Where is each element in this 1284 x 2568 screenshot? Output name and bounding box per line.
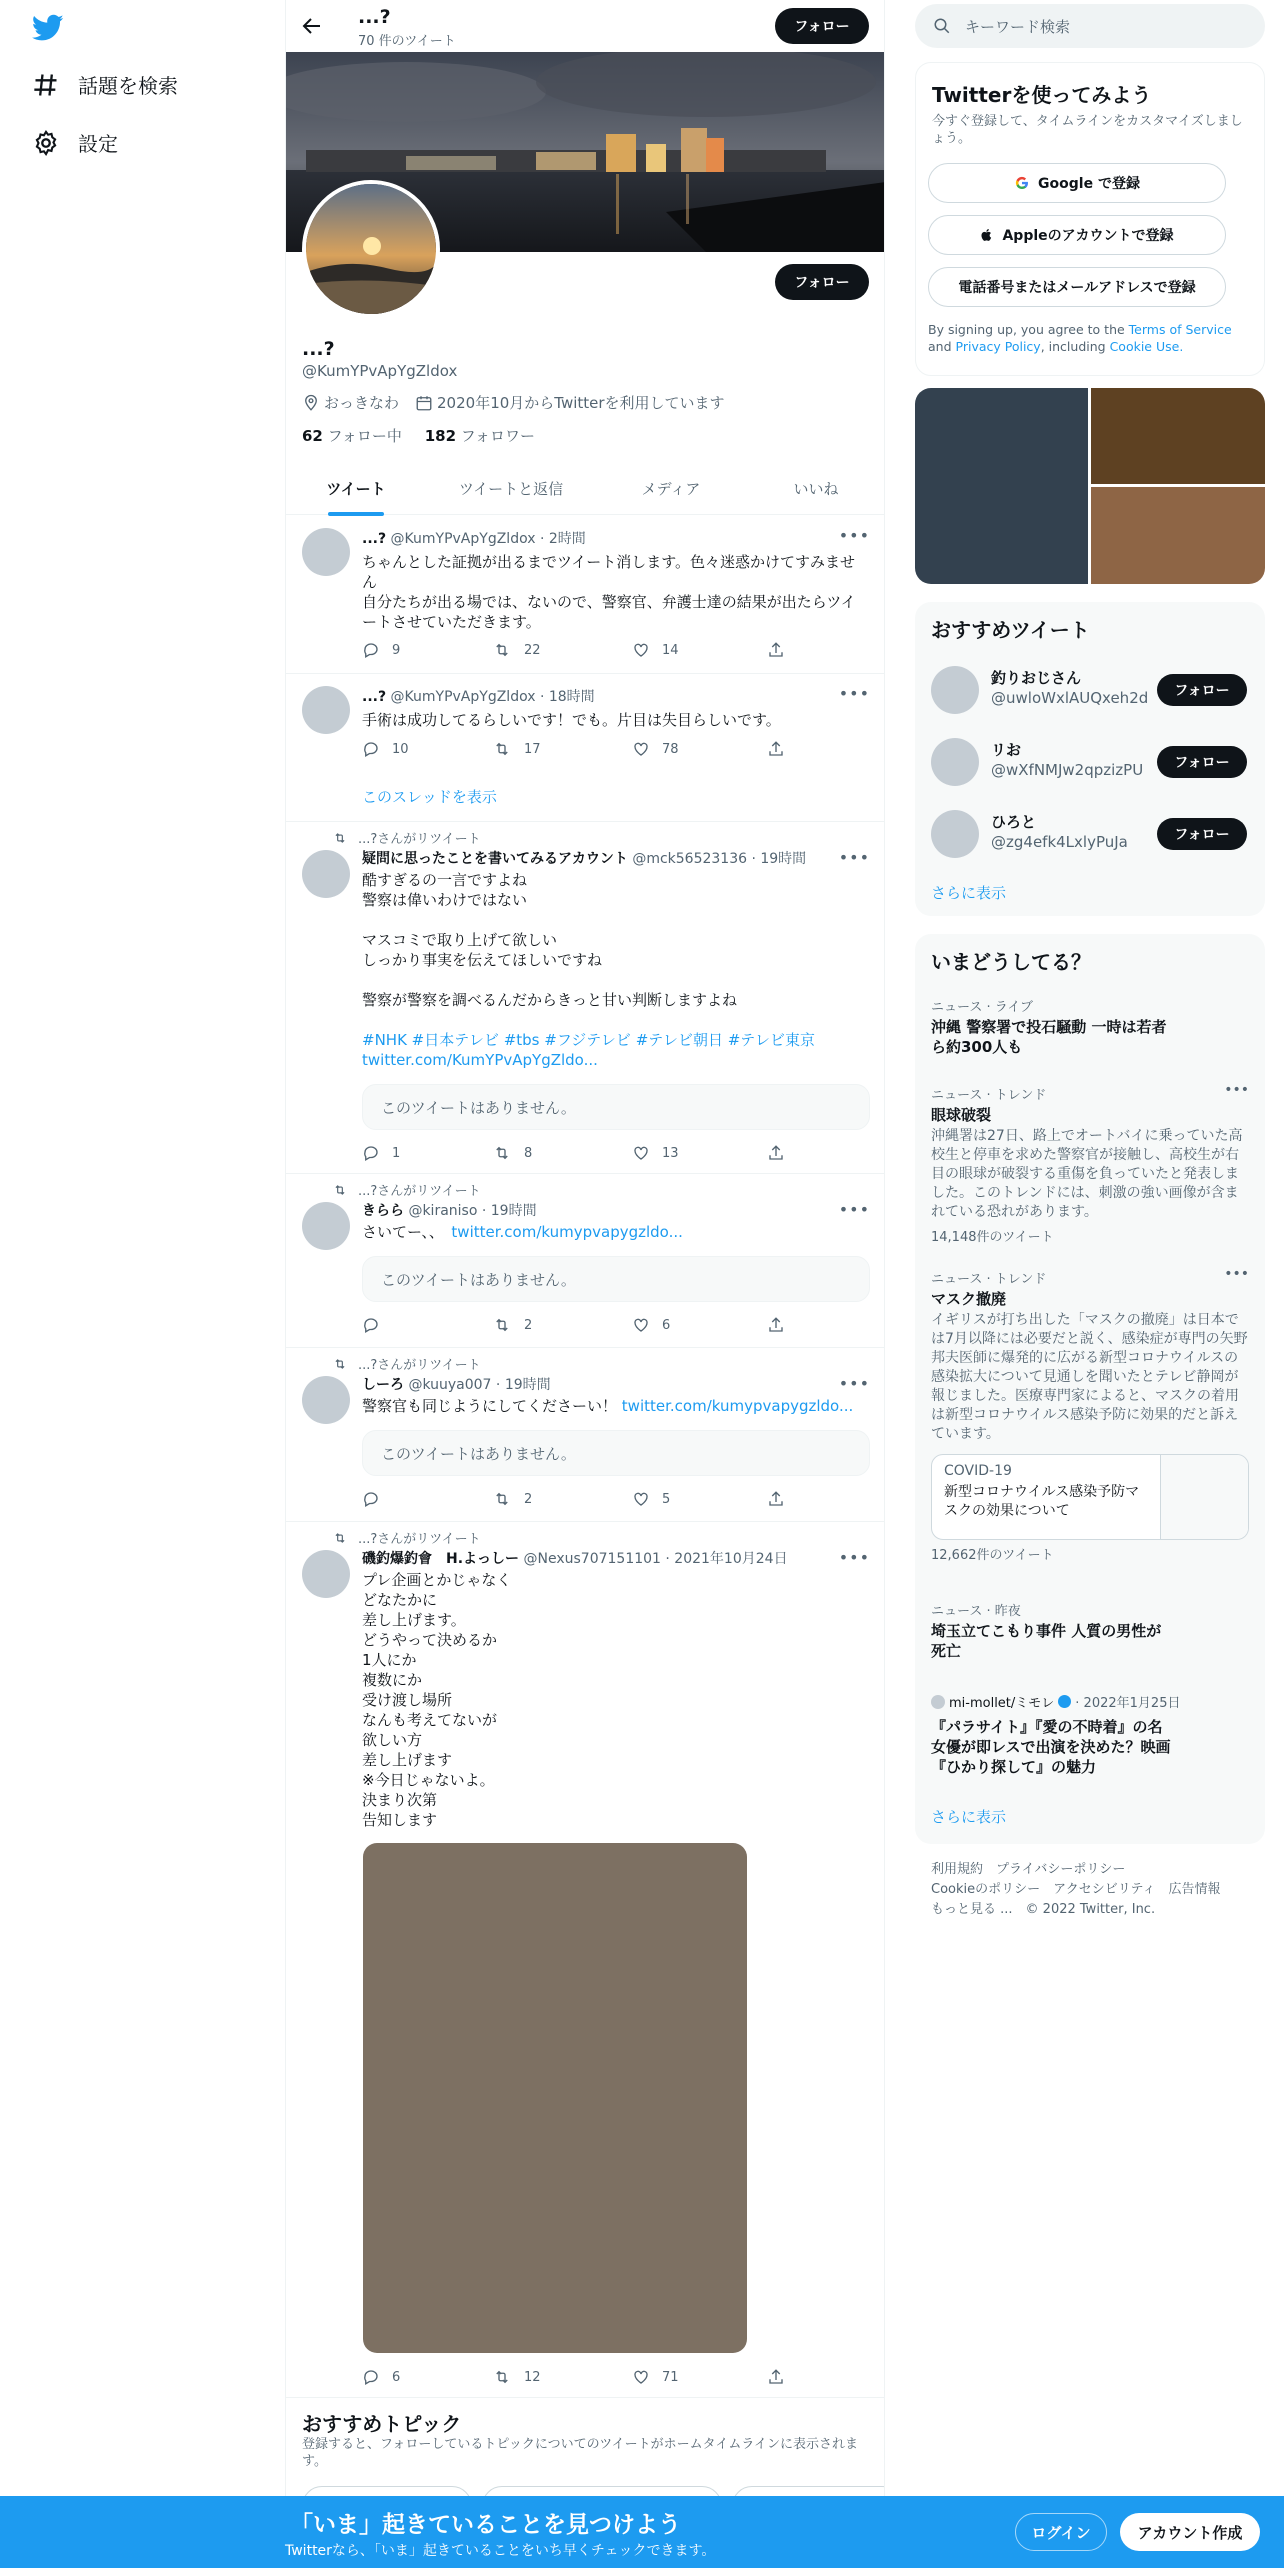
retweet-button[interactable]: 2	[492, 1316, 532, 1334]
tweet-hashtags[interactable]: #NHK #日本テレビ #tbs #フジテレビ #テレビ朝日 #テレビ東京	[362, 1031, 816, 1049]
share-icon	[767, 1144, 785, 1162]
tweet[interactable]	[286, 1348, 885, 1522]
retweet-button[interactable]: 8	[492, 1144, 532, 1162]
tweet-text: 警察官も同じようにしてくださーい！ twitter.com/kumypvapygzldo...	[362, 1397, 854, 1415]
heart-icon	[632, 641, 650, 659]
tweet-media-image[interactable]	[363, 1843, 747, 2353]
profile-follow-stats	[302, 425, 535, 446]
tweet-actions	[362, 1316, 792, 1336]
reply-icon	[362, 1490, 380, 1508]
tweet-text: 酷すぎるの一言ですよね 警察は偉いわけではない マスコミで取り上げて欲しい しっかり事実を伝えてほしいですね 警察が警察を調べるんだからきっと甘い判断しますよね	[362, 871, 738, 1009]
tweet-link[interactable]: twitter.com/kumypvapygzldo...	[451, 1223, 683, 1241]
reply-button[interactable]: 6	[362, 2368, 400, 2386]
tweet-header: 磯釣爆釣會 H.よっしー @Nexus707151101 · 2021年10月24日	[362, 1551, 788, 1567]
avatar[interactable]	[931, 738, 979, 786]
share-button[interactable]	[767, 1490, 797, 1508]
profile-name: ...?	[302, 338, 335, 360]
footer-link[interactable]: プライバシーポリシー	[996, 1862, 1126, 1877]
like-button[interactable]: 6	[632, 1316, 670, 1334]
tab-media[interactable]: メディア	[641, 480, 701, 498]
share-button[interactable]	[767, 1144, 797, 1162]
like-button[interactable]: 78	[632, 740, 679, 758]
trend-card-preview[interactable]: COVID-19 新型コロナウイルス感染予防マスクの効果について	[931, 1454, 1249, 1540]
share-icon	[767, 740, 785, 758]
reply-button[interactable]: 9	[362, 641, 400, 659]
retweet-icon	[492, 1490, 512, 1508]
tweet-avatar[interactable]	[302, 850, 350, 898]
like-button[interactable]: 71	[632, 2368, 679, 2386]
profile-header-bar	[286, 0, 885, 52]
topics-description: 登録すると、フォローしているトピックについてのツイートがホームタイムラインに表示されます。	[302, 2437, 859, 2469]
profile-media-grid[interactable]	[915, 388, 1265, 584]
footer-links	[931, 1898, 1155, 1917]
recommend-user[interactable]: ひろと @zg4efk4LxlyPuJa フォロー	[931, 798, 1249, 870]
reply-icon	[362, 1144, 380, 1162]
phone-email-signup-button[interactable]: 電話番号またはメールアドレスで登録	[928, 267, 1226, 307]
tweet-avatar[interactable]	[302, 1376, 350, 1424]
share-button[interactable]	[767, 641, 797, 659]
tab-tweets[interactable]: ツイート	[326, 480, 386, 498]
media-thumb[interactable]	[1091, 487, 1265, 584]
hashtag-icon	[32, 71, 60, 99]
retweet-label: ...?さんがリツイート	[332, 1180, 481, 1199]
trends-card	[915, 934, 1265, 1844]
retweet-icon	[332, 831, 348, 845]
following-link[interactable]: 62 フォロー中	[302, 427, 402, 445]
trend-item[interactable]: ニュース · トレンド 眼球破裂 沖縄署は27日、路上でオートバイに乗っていた高校生と停車を求めた警察官が接触し、高校生が右目の眼球が破裂する重傷を負っていたと発表しました。このトレンドには、刺激の強い画像が含まれている恐れがあります。 14,148件のツイート •••	[931, 1082, 1249, 1245]
share-icon	[767, 1490, 785, 1508]
tweet-link[interactable]: twitter.com/KumYPvApYgZldo...	[362, 1051, 598, 1069]
avatar[interactable]	[931, 666, 979, 714]
gear-icon	[32, 129, 60, 157]
profile-follow-button[interactable]: フォロー	[775, 264, 869, 300]
like-button[interactable]: 5	[632, 1490, 670, 1508]
google-icon	[1014, 175, 1030, 191]
tweet[interactable]	[286, 674, 885, 822]
recommend-card	[915, 602, 1265, 916]
tweet-avatar[interactable]	[302, 1550, 350, 1598]
tweet-actions	[362, 740, 792, 760]
reply-icon	[362, 740, 380, 758]
retweet-button[interactable]: 22	[492, 641, 541, 659]
tweet-avatar[interactable]	[302, 686, 350, 734]
search-icon	[933, 17, 951, 35]
bottom-bar-title: 「いま」起きていることを見つけよう	[290, 2512, 681, 2538]
trends-title: いまどうしてる？	[931, 950, 1091, 974]
source-avatar	[931, 1695, 945, 1709]
heart-icon	[632, 1144, 650, 1162]
tweet-header: ...? @KumYPvApYgZldox · 2時間	[362, 531, 586, 547]
tweet-actions	[362, 1144, 792, 1164]
more-icon[interactable]: •••	[1224, 1266, 1249, 1282]
tab-likes[interactable]: いいね	[793, 480, 839, 498]
privacy-link[interactable]: Privacy Policy	[955, 339, 1041, 354]
twitter-logo-icon[interactable]	[32, 14, 64, 46]
followers-link[interactable]: 182 フォロワー	[424, 427, 536, 445]
calendar-icon	[415, 394, 433, 412]
tweet-header: 疑問に思ったことを書いてみるアカウント @mck56523136 · 19時間	[362, 851, 807, 867]
avatar[interactable]	[931, 810, 979, 858]
more-icon[interactable]: •••	[838, 848, 870, 867]
retweet-icon	[492, 1144, 512, 1162]
copyright: © 2022 Twitter, Inc.	[1025, 1902, 1156, 1917]
retweet-icon	[332, 1357, 348, 1371]
tweet-header: きらら @kiraniso · 19時間	[362, 1203, 537, 1219]
retweet-button[interactable]: 17	[492, 740, 541, 758]
footer-link[interactable]: 広告情報	[1168, 1882, 1221, 1897]
retweet-icon	[332, 1531, 348, 1545]
footer-links	[931, 1878, 1220, 1897]
signup-terms: By signing up, you agree to the Terms of Service and Privacy Policy, including Cookie Use.	[928, 322, 1232, 354]
tweet[interactable]	[286, 1522, 885, 2398]
share-button[interactable]	[767, 1316, 797, 1334]
profile-location: おっきなわ	[324, 394, 400, 412]
back-arrow-icon[interactable]	[300, 14, 324, 38]
tweet-text: ちゃんとした証拠が出るまでツイート消します。色々迷惑かけてすみません 自分たちが出る場では、ないので、警察官、弁護士達の結果が出たらツイートさせていただきます。	[362, 553, 856, 631]
terms-link[interactable]: Terms of Service	[1128, 322, 1232, 337]
recommend-user[interactable]: 釣りおじさん @uwloWxlAUQxeh2d フォロー	[931, 654, 1249, 726]
nav-explore[interactable]	[32, 70, 178, 99]
footer-link[interactable]: Cookieのポリシー	[931, 1882, 1041, 1897]
topics-title: おすすめトピック	[302, 2412, 462, 2436]
retweet-icon	[492, 740, 512, 758]
apple-signup-button[interactable]: Appleのアカウントで登録	[928, 215, 1226, 255]
profile-avatar[interactable]	[302, 180, 440, 318]
location-icon	[302, 394, 320, 412]
recommend-title: おすすめツイート	[931, 618, 1090, 642]
tweet-text: プレ企画とかじゃなく どなたかに 差し上げます。 どうやって決めるか 1人にか 複数にか 受け渡し場所 なんも考えてないが 欲しい方 差し上げます ※今日じゃないよ。 決まり次第 告知します	[362, 1571, 512, 1829]
tweet-text: 手術は成功してるらしいです！でも。片目は失目らしいです。	[362, 711, 781, 729]
tweet-actions	[362, 1490, 792, 1510]
media-thumb[interactable]	[915, 388, 1088, 584]
trend-item[interactable]: mi-mollet/ミモレ · 2022年1月25日 『パラサイト』『愛の不時着』の名女優が即レスで出演を決めた？映画『ひかり探して』の魅力	[931, 1696, 1181, 1776]
show-thread-link[interactable]: このスレッドを表示	[362, 788, 497, 806]
reply-button[interactable]	[362, 1316, 392, 1334]
google-signup-button[interactable]: Google で登録	[928, 163, 1226, 203]
search-input[interactable]: キーワード検索	[965, 17, 1071, 36]
share-button[interactable]	[767, 2368, 797, 2386]
signup-card	[915, 62, 1265, 376]
reply-button[interactable]	[362, 1490, 392, 1508]
nav-explore-label: 話題を検索	[78, 74, 178, 98]
signup-description: 今すぐ登録して、タイムラインをカスタマイズしましょう。	[932, 114, 1243, 146]
share-icon	[767, 2368, 785, 2386]
retweet-icon	[492, 1316, 512, 1334]
heart-icon	[632, 1490, 650, 1508]
bottom-signup-bar	[0, 2496, 1284, 2568]
retweet-label: ...?さんがリツイート	[332, 1354, 481, 1373]
retweet-label: ...?さんがリツイート	[332, 1528, 481, 1547]
tweet-header: ...? @KumYPvApYgZldox · 18時間	[362, 689, 595, 705]
footer-link[interactable]: アクセシビリティ	[1053, 1882, 1156, 1897]
show-more-link[interactable]: さらに表示	[931, 884, 1007, 902]
reply-icon	[362, 2368, 380, 2386]
retweet-button[interactable]: 12	[492, 2368, 541, 2386]
show-more-link[interactable]: さらに表示	[931, 1808, 1007, 1826]
login-button[interactable]: ログイン	[1015, 2513, 1107, 2551]
quote-unavailable: このツイートはありません。	[362, 1084, 870, 1130]
profile-handle: @KumYPvApYgZldox	[302, 362, 458, 380]
retweet-button[interactable]: 2	[492, 1490, 532, 1508]
tweet-avatar[interactable]	[302, 528, 350, 576]
footer-links	[931, 1858, 1125, 1877]
bottom-bar-subtitle: Twitterなら、「いま」起きていることをいち早くチェックできます。	[285, 2543, 716, 2559]
trend-card-image	[1160, 1455, 1248, 1540]
reply-icon	[362, 1316, 380, 1334]
like-button[interactable]: 13	[632, 1144, 679, 1162]
heart-icon	[632, 1316, 650, 1334]
follow-button[interactable]: フォロー	[1157, 746, 1247, 778]
reply-button[interactable]: 10	[362, 740, 409, 758]
retweet-label: ...?さんがリツイート	[332, 828, 481, 847]
share-button[interactable]	[767, 740, 797, 758]
media-thumb[interactable]	[1091, 388, 1265, 484]
share-icon	[767, 1316, 785, 1334]
tweet-actions	[362, 641, 792, 661]
header-follow-button[interactable]: フォロー	[775, 8, 869, 44]
signup-title: Twitterを使ってみよう	[932, 83, 1152, 107]
cookie-link[interactable]: Cookie Use.	[1109, 339, 1184, 354]
tweet-link[interactable]: twitter.com/kumypvapygzldo...	[621, 1397, 854, 1415]
nav-settings-label: 設定	[78, 132, 118, 156]
like-button[interactable]: 14	[632, 641, 679, 659]
trend-item[interactable]: ニュース · 昨夜 埼玉立てこもり事件 人質の男性が死亡	[931, 1604, 1162, 1660]
verified-badge-icon	[1058, 1695, 1071, 1708]
signup-button[interactable]: アカウント作成	[1120, 2513, 1260, 2551]
retweet-icon	[492, 641, 512, 659]
heart-icon	[632, 2368, 650, 2386]
apple-icon	[980, 227, 994, 243]
tweet-actions	[362, 2368, 792, 2388]
more-icon[interactable]: •••	[1224, 1082, 1249, 1098]
reply-button[interactable]: 1	[362, 1144, 400, 1162]
profile-joined: 2020年10月からTwitterを利用しています	[437, 394, 725, 412]
profile-meta	[302, 392, 725, 413]
trend-item[interactable]: ニュース · トレンド マスク撤廃 イギリスが打ち出した「マスクの撤廃」は日本では7月以降には必要だと説く、感染症が専門の矢野邦夫医師に爆発的に広がる新型コロナウイルスの感染拡大について見通しを聞いたとテレビ静岡が報じました。医療専門家によると、マスクの着用は新型コロナウイルス感染予防に効果的だと訴えています。 COVID-19 新型コロナウイルス感染予防マスクの効果について 12,662件のツイート •••	[931, 1266, 1249, 1563]
share-icon	[767, 641, 785, 659]
tweet[interactable]	[286, 516, 885, 674]
more-icon[interactable]: •••	[838, 1374, 870, 1393]
header-tweet-count: 70 件のツイート	[358, 34, 456, 49]
profile-tabs	[286, 462, 885, 515]
more-icon[interactable]: •••	[838, 526, 870, 545]
main-column	[285, 0, 885, 2568]
nav-settings[interactable]	[32, 128, 118, 157]
tweet[interactable]	[286, 1174, 885, 1348]
tab-tweets-replies[interactable]: ツイートと返信	[458, 480, 564, 498]
more-icon[interactable]: •••	[838, 1200, 870, 1219]
quote-unavailable: このツイートはありません。	[362, 1256, 870, 1302]
follow-button[interactable]: フォロー	[1157, 818, 1247, 850]
search-box[interactable]	[915, 4, 1265, 48]
retweet-icon	[492, 2368, 512, 2386]
reply-icon	[362, 641, 380, 659]
heart-icon	[632, 740, 650, 758]
more-icon[interactable]: •••	[838, 684, 870, 703]
follow-button[interactable]: フォロー	[1157, 674, 1247, 706]
footer-link[interactable]: 利用規約	[931, 1862, 984, 1877]
tweet-header: しーろ @kuuya007 · 19時間	[362, 1377, 551, 1393]
footer-more-link[interactable]: もっと見る ...	[931, 1902, 1013, 1917]
tweet-text: さいてー、、 twitter.com/kumypvapygzldo...	[362, 1223, 683, 1241]
trend-item[interactable]: ニュース · ライブ 沖縄 警察署で投石騒動 一時は若者ら約300人も	[931, 1000, 1167, 1056]
quote-unavailable: このツイートはありません。	[362, 1430, 870, 1476]
header-name: ...?	[358, 6, 391, 28]
tweet-avatar[interactable]	[302, 1202, 350, 1250]
more-icon[interactable]: •••	[838, 1548, 870, 1567]
retweet-icon	[332, 1183, 348, 1197]
tweet[interactable]	[286, 822, 885, 1174]
recommend-user[interactable]: リお @wXfNMJw2qpzizPU フォロー	[931, 726, 1249, 798]
